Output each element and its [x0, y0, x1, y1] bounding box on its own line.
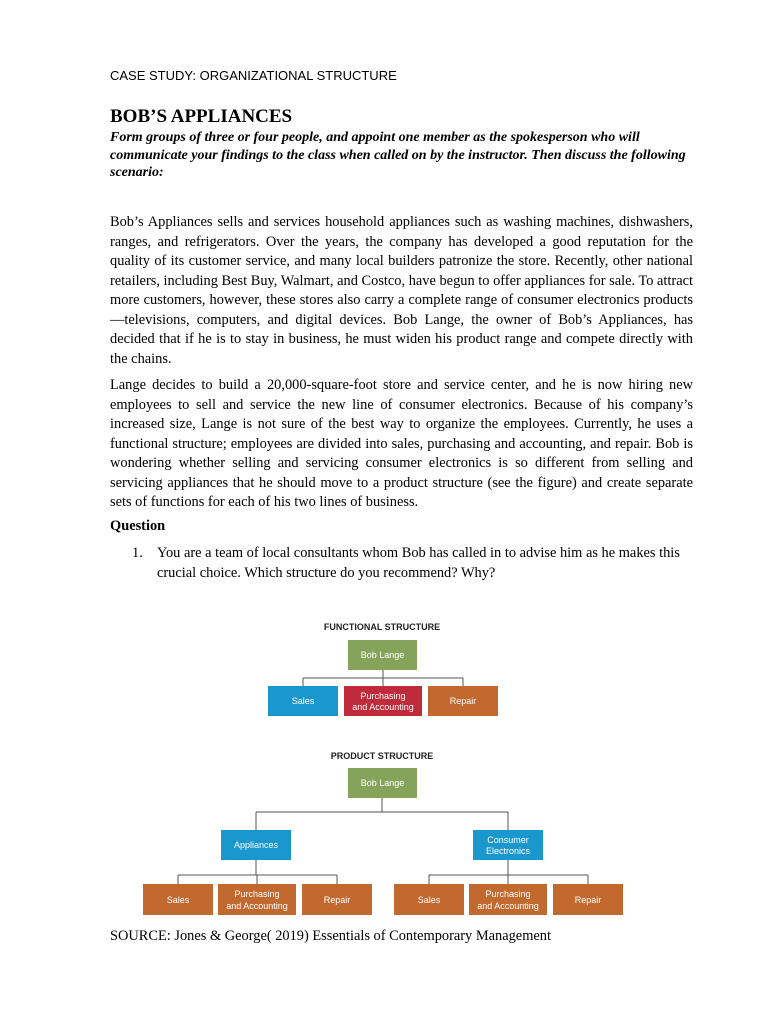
question-item	[132, 544, 702, 583]
functional-connectors	[303, 670, 463, 686]
appliances-sales-label: Sales	[166, 895, 190, 905]
paragraph-1: Bob’s Appliances sells and services household appliances such as washing machines, dishwashers, ranges, and refrigerators. Over the years, the company has developed a good reputation for the quality of its customer service, and many local builders patronize the store. Recently, other national retailers, including Best Buy, Walmart, and Costco, have begun to offer appliances for sale. To attract more customers, however, these stores also carry a complete range of consumer electronics products—televisions, computers, and digital devices. Bob Lange, the owner of Bob’s Appliances, has decided that if he is to stay in business, he must widen his product range and compete directly with the chains.	[110, 214, 693, 367]
appliances-repair-label: Repair	[323, 895, 351, 905]
product-structure-title: PRODUCT STRUCTURE	[330, 751, 434, 761]
electronics-purchasing-label-1: Purchasing	[485, 889, 531, 899]
appliances-purchasing-label-2: and Accounting	[226, 901, 288, 911]
functional-structure-title: FUNCTIONAL STRUCTURE	[323, 622, 441, 632]
electronics-sales-label: Sales	[417, 895, 441, 905]
consumer-electronics-label-2: Electronics	[485, 846, 531, 856]
consumer-electronics-label-1: Consumer	[487, 835, 529, 845]
question-heading: Question	[110, 518, 166, 534]
source-citation: SOURCE: Jones & George( 2019) Essentials of Contemporary Management	[110, 928, 551, 944]
question-text: You are a team of local consultants whom Bob has called in to advise him as he makes this crucial choice. Which structure do you recommend? Why?	[157, 545, 680, 581]
functional-bob-lange-label: Bob Lange	[360, 650, 405, 660]
appliances-purchasing-label-1: Purchasing	[234, 889, 280, 899]
product-bob-lange-label: Bob Lange	[360, 778, 405, 788]
case-study-title: CASE STUDY: ORGANIZATIONAL STRUCTURE	[110, 68, 397, 83]
functional-purchasing-label-1: Purchasing	[360, 691, 406, 701]
appliances-label: Appliances	[233, 840, 279, 850]
electronics-purchasing-label-2: and Accounting	[477, 901, 539, 911]
paragraph-2: Lange decides to build a 20,000-square-foot store and service center, and he is now hiring new employees to sell and service the new line of consumer electronics. Because of his company’s increased size, Lange is not sure of the best way to organize the employees. Currently, he uses a functional structure; employees are divided into sales, purchasing and accounting, and repair. Bob is wondering whether selling and servicing consumer electronics is so different from selling and servicing appliances that he should move to a product structure (see the figure) and create separate sets of functions for each of his two lines of business.	[110, 377, 693, 510]
functional-repair-label: Repair	[449, 696, 477, 706]
org-structure-figure	[110, 600, 648, 920]
main-title: BOB’S APPLIANCES	[110, 106, 293, 127]
intro-instructions: Form groups of three or four people, and appoint one member as the spokesperson who will communicate your findings to the class when called on by the instructor. Then discuss the following scenario:	[110, 130, 686, 180]
org-chart-svg	[110, 600, 648, 920]
question-number: 1.	[132, 545, 143, 561]
functional-purchasing-label-2: and Accounting	[352, 702, 414, 712]
functional-sales-label: Sales	[291, 696, 315, 706]
electronics-repair-label: Repair	[574, 895, 602, 905]
